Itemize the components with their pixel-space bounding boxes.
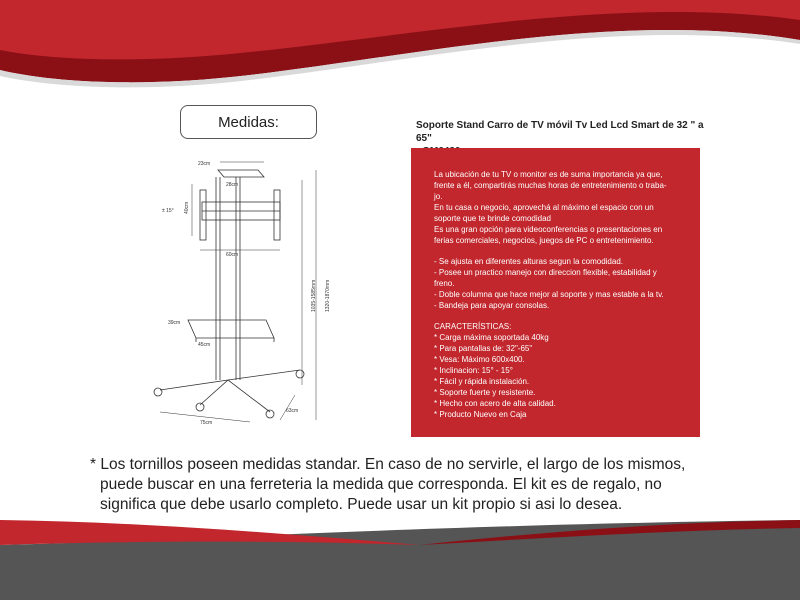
description-line: frente a él, compartirás muchas horas de entretenimiento o traba- (434, 181, 667, 190)
product-title-line1: Soporte Stand Carro de TV móvil Tv Led Lcd Smart de 32 " a 65" (416, 120, 704, 144)
description-line: Es una gran opción para videoconferencias o presentaciones en (434, 225, 663, 234)
dim-tray-depth: 45cm (198, 342, 211, 348)
dim-vesa-width: 60cm (226, 252, 239, 258)
description-line: La ubicación de tu TV o monitor es de suma importancia ya que, (434, 170, 663, 179)
measures-label-box (180, 105, 317, 139)
feature-line: freno. (434, 279, 455, 288)
dim-total-height: 1320-1870mm (325, 279, 331, 312)
measures-label: Medidas: (218, 113, 279, 131)
dim-base-depth: 63cm (286, 408, 299, 414)
screws-footnote (90, 455, 750, 515)
footnote-line: * Los tornillos poseen medidas standar. En caso de no servirle, el largo de los mismos, (90, 456, 686, 473)
console-tray (188, 320, 274, 338)
characteristic-line: * Inclinacion: 15° - 15° (434, 366, 513, 375)
description-panel (411, 148, 700, 437)
characteristic-line: * Vesa: Máximo 600x400. (434, 355, 525, 364)
description-line: soporte que te brinde comodidad (434, 214, 551, 223)
characteristics-title: CARACTERÍSTICAS: (434, 322, 512, 331)
feature-line: - Posee un practico manejo con direccion flexible, estabilidad y (434, 268, 657, 277)
characteristic-line: * Soporte fuerte y resistente. (434, 388, 536, 397)
dim-column-range: 1035-1585mm (311, 279, 317, 312)
dim-base-width: 75cm (200, 420, 213, 426)
characteristic-line: * Producto Nuevo en Caja (434, 410, 527, 419)
top-shelf (218, 170, 264, 177)
footnote-line: significa que debe usarlo completo. Puede usar un kit propio si asi lo desea. (100, 496, 623, 513)
feature-line: - Bandeja para apoyar consolas. (434, 301, 550, 310)
description-line: En tu casa o negocio, aprovechá al máximo el espacio con un (434, 203, 654, 212)
dim-top-width: 23cm (198, 161, 211, 167)
characteristic-line: * Carga máxima soportada 40kg (434, 333, 549, 342)
dim-tray-width: 39cm (168, 320, 181, 326)
footnote-line: puede buscar en una ferreteria la medida que corresponda. El kit es de regalo, no (100, 476, 662, 493)
dim-bracket-width: 28cm (226, 182, 239, 188)
characteristic-line: * Para pantallas de: 32"-65" (434, 344, 533, 353)
dim-mount-height: 40cm (184, 201, 190, 214)
description-line: ferias comerciales, negocios, juegos de PC o entretenimiento. (434, 236, 654, 245)
feature-line: - Doble columna que hace mejor al soporte y mas estable a la tv. (434, 290, 664, 299)
feature-line: - Se ajusta en diferentes alturas segun la comodidad. (434, 257, 624, 266)
characteristic-line: * Fácil y rápida instalación. (434, 377, 530, 386)
stand-base (160, 370, 300, 412)
dim-tilt: ± 15° (162, 208, 174, 214)
tv-stand-diagram (140, 150, 340, 440)
characteristic-line: * Hecho con acero de alta calidad. (434, 399, 556, 408)
description-line: jo. (434, 192, 443, 201)
